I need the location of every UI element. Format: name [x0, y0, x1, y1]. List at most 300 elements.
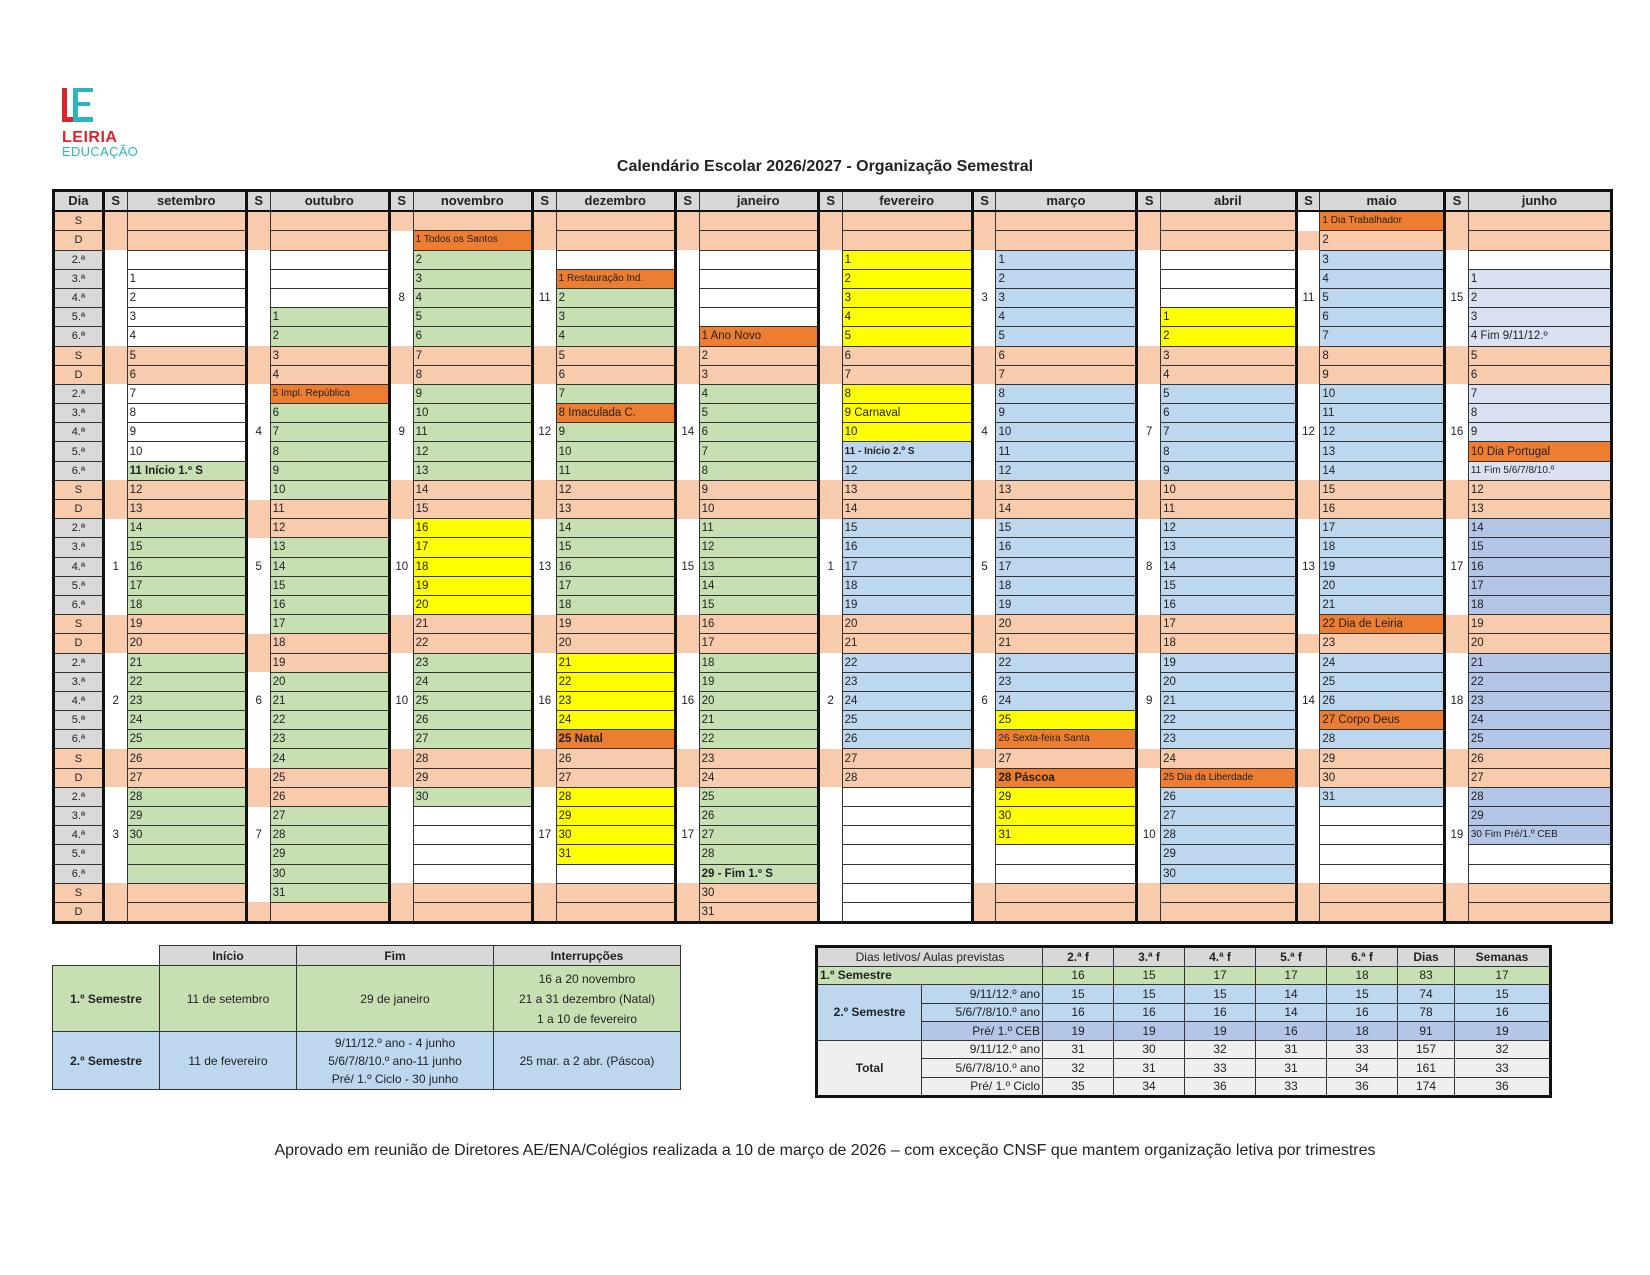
calendar-day-cell — [127, 845, 246, 864]
week-number — [1137, 883, 1161, 902]
header-month: novembro — [413, 191, 532, 212]
week-number — [532, 634, 556, 653]
calendar-day-cell: 16 — [996, 538, 1137, 557]
week-number — [246, 384, 270, 403]
week-number — [972, 480, 996, 499]
week-number — [389, 404, 413, 423]
calendar-day-cell: 25 — [413, 691, 532, 710]
calendar-day-cell — [996, 902, 1137, 922]
week-number — [675, 250, 699, 269]
calendar-day-cell: 11 Início 1.º S — [127, 461, 246, 480]
week-number — [246, 653, 270, 672]
week-number — [972, 538, 996, 557]
week-number — [1296, 845, 1320, 864]
week-number — [1296, 519, 1320, 538]
calendar-day-cell: 12 — [842, 461, 972, 480]
week-number — [389, 845, 413, 864]
calendar-day-cell — [842, 211, 972, 231]
calendar-day-cell — [127, 864, 246, 883]
calendar-day-cell: 18 — [1161, 634, 1296, 653]
week-number — [246, 519, 270, 538]
week-number — [1445, 480, 1469, 499]
calendar-day-cell: 16 — [842, 538, 972, 557]
calendar-day-cell: 24 — [699, 768, 818, 787]
calendar-day-cell: 5 — [1468, 346, 1611, 365]
dias-header: Dias — [1398, 947, 1455, 967]
calendar-day-cell: 29 — [556, 807, 675, 826]
calendar-day-cell: 1 — [1161, 308, 1296, 327]
week-number — [1445, 634, 1469, 653]
week-number — [532, 269, 556, 288]
week-number — [818, 288, 842, 307]
week-number — [246, 807, 270, 826]
dias-value: 14 — [1256, 985, 1327, 1004]
calendar-day-cell: 23 — [413, 653, 532, 672]
week-number — [1137, 615, 1161, 634]
day-label: 2.ª — [54, 653, 104, 672]
calendar-day-cell: 31 — [699, 902, 818, 922]
header-month: fevereiro — [842, 191, 972, 212]
dias-value: 18 — [1327, 1022, 1398, 1041]
calendar-day-cell: 8 Imaculada C. — [556, 404, 675, 423]
day-label: 2.ª — [54, 519, 104, 538]
calendar-day-cell — [413, 845, 532, 864]
week-number — [1296, 211, 1320, 231]
week-number — [675, 211, 699, 231]
week-number — [103, 902, 127, 922]
calendar-day-cell — [1468, 864, 1611, 883]
calendar-day-cell: 26 — [127, 749, 246, 768]
dias-value: 35 — [1043, 1077, 1114, 1097]
dias-value: 19 — [1455, 1022, 1551, 1041]
dias-value: 16 — [1256, 1022, 1327, 1041]
dias-value: 17 — [1256, 966, 1327, 985]
week-number — [1137, 807, 1161, 826]
calendar-day-cell: 12 — [1468, 480, 1611, 499]
calendar-day-cell: 9 — [556, 423, 675, 442]
week-number — [1296, 461, 1320, 480]
week-number — [1137, 768, 1161, 787]
calendar-day-cell — [127, 231, 246, 250]
week-number — [675, 883, 699, 902]
week-number — [818, 384, 842, 403]
calendar-day-cell — [556, 864, 675, 883]
calendar-day-cell: 23 — [127, 691, 246, 710]
week-number — [972, 787, 996, 806]
week-number — [1296, 615, 1320, 634]
week-number: 6 — [972, 691, 996, 710]
calendar-day-cell — [127, 250, 246, 269]
week-number — [1296, 711, 1320, 730]
day-label: 6.ª — [54, 327, 104, 346]
calendar-day-cell: 7 — [996, 365, 1137, 384]
day-label: 6.ª — [54, 730, 104, 749]
calendar-day-cell: 15 — [699, 595, 818, 614]
week-number — [1137, 308, 1161, 327]
week-number — [818, 749, 842, 768]
calendar-day-cell: 16 — [1468, 557, 1611, 576]
calendar-day-cell: 29 — [1320, 749, 1445, 768]
week-number — [389, 211, 413, 231]
calendar-day-cell: 27 — [1468, 768, 1611, 787]
calendar-day-cell — [1320, 845, 1445, 864]
calendar-day-cell: 3 — [699, 365, 818, 384]
day-label: D — [54, 902, 104, 922]
week-number — [1137, 211, 1161, 231]
week-number — [103, 749, 127, 768]
calendar-day-cell: 13 — [556, 500, 675, 519]
calendar-day-cell — [1320, 826, 1445, 845]
calendar-day-cell: 7 — [270, 423, 389, 442]
calendar-day-cell: 5 — [413, 308, 532, 327]
week-number — [818, 634, 842, 653]
calendar-day-cell: 8 — [699, 461, 818, 480]
week-number — [246, 538, 270, 557]
calendar-day-cell: 26 — [842, 730, 972, 749]
calendar-day-cell: 21 — [127, 653, 246, 672]
calendar-day-cell: 6 — [127, 365, 246, 384]
week-number — [818, 576, 842, 595]
week-number — [389, 519, 413, 538]
dias-value: 19 — [1114, 1022, 1185, 1041]
calendar-day-cell: 5 — [1161, 384, 1296, 403]
calendar-day-cell: 25 — [1320, 672, 1445, 691]
calendar-day-cell: 6 — [556, 365, 675, 384]
sem1-interrupcoes — [494, 966, 681, 1032]
week-number — [972, 711, 996, 730]
calendar-day-cell: 20 — [996, 615, 1137, 634]
calendar-day-cell: 13 — [842, 480, 972, 499]
week-number: 7 — [246, 826, 270, 845]
week-number — [532, 864, 556, 883]
week-number — [103, 442, 127, 461]
calendar-day-cell: 27 — [270, 807, 389, 826]
week-number — [103, 269, 127, 288]
calendar-day-cell — [1468, 250, 1611, 269]
dias-value: 16 — [1185, 1003, 1256, 1022]
week-number — [1137, 365, 1161, 384]
calendar-day-cell: 5 — [127, 346, 246, 365]
calendar-day-cell — [413, 902, 532, 922]
dias-value: 74 — [1398, 985, 1455, 1004]
calendar-day-cell: 16 — [699, 615, 818, 634]
week-number: 3 — [972, 288, 996, 307]
calendar-day-cell: 4 — [556, 327, 675, 346]
week-number — [103, 787, 127, 806]
week-number — [972, 730, 996, 749]
dias-row-sub: 9/11/12.º ano — [922, 985, 1043, 1004]
week-number — [246, 327, 270, 346]
header-month: setembro — [127, 191, 246, 212]
week-number — [389, 308, 413, 327]
week-number — [1137, 845, 1161, 864]
calendar-day-cell: 21 — [699, 711, 818, 730]
week-number — [1137, 672, 1161, 691]
calendar-day-cell — [1468, 845, 1611, 864]
week-number — [818, 538, 842, 557]
calendar-day-cell — [413, 807, 532, 826]
calendar-day-cell: 21 — [1161, 691, 1296, 710]
week-number: 2 — [818, 691, 842, 710]
week-number — [818, 250, 842, 269]
calendar-day-cell: 3 — [1468, 308, 1611, 327]
week-number — [1137, 653, 1161, 672]
calendar-day-cell: 8 — [413, 365, 532, 384]
week-number — [1296, 538, 1320, 557]
calendar-day-cell: 18 — [1320, 538, 1445, 557]
week-number: 10 — [389, 557, 413, 576]
week-number — [532, 787, 556, 806]
calendar-day-cell: 3 — [1320, 250, 1445, 269]
calendar-day-cell: 4 — [996, 308, 1137, 327]
week-number: 15 — [675, 557, 699, 576]
week-number — [246, 615, 270, 634]
calendar-day-cell: 30 — [699, 883, 818, 902]
calendar-day-cell: 24 — [556, 711, 675, 730]
dias-value: 16 — [1043, 1003, 1114, 1022]
week-number — [818, 711, 842, 730]
week-number — [103, 365, 127, 384]
week-number — [1445, 883, 1469, 902]
calendar-day-cell: 30 — [413, 787, 532, 806]
calendar-day-cell — [270, 288, 389, 307]
calendar-day-cell: 9 — [1320, 365, 1445, 384]
dias-header: Dias letivos/ Aulas previstas — [817, 947, 1043, 967]
dias-value: 36 — [1327, 1077, 1398, 1097]
calendar-day-cell: 25 — [127, 730, 246, 749]
calendar-day-cell: 4 — [842, 308, 972, 327]
week-number — [103, 250, 127, 269]
week-number — [972, 653, 996, 672]
week-number — [1137, 730, 1161, 749]
calendar-day-cell: 4 Fim 9/11/12.º — [1468, 327, 1611, 346]
week-number — [532, 615, 556, 634]
leiria-educacao-logo — [60, 86, 190, 160]
week-number — [246, 461, 270, 480]
week-number — [1296, 864, 1320, 883]
week-number: 8 — [389, 288, 413, 307]
sem1-int-2: 21 a 31 dezembro (Natal) — [518, 991, 656, 1006]
calendar-day-cell: 6 — [413, 327, 532, 346]
week-number — [1445, 442, 1469, 461]
calendar-day-cell: 10 Dia Portugal — [1468, 442, 1611, 461]
calendar-day-cell: 2 — [699, 346, 818, 365]
week-number — [675, 480, 699, 499]
calendar-day-cell: 19 — [413, 576, 532, 595]
logo-line2: EDUCAÇÃO — [62, 144, 139, 159]
week-number — [246, 211, 270, 231]
week-number — [818, 423, 842, 442]
calendar-day-cell: 21 — [842, 634, 972, 653]
week-number — [246, 787, 270, 806]
week-number — [675, 500, 699, 519]
calendar-day-cell: 28 — [842, 768, 972, 787]
calendar-day-cell: 8 — [842, 384, 972, 403]
week-number — [1296, 902, 1320, 922]
day-label: 3.ª — [54, 538, 104, 557]
dias-value: 18 — [1327, 966, 1398, 985]
calendar-day-cell: 10 — [996, 423, 1137, 442]
week-number — [675, 308, 699, 327]
calendar-day-cell: 25 Natal — [556, 730, 675, 749]
week-number — [246, 768, 270, 787]
calendar-day-cell: 27 — [556, 768, 675, 787]
sem2-label: 2.º Semestre — [53, 1032, 160, 1090]
calendar-day-cell: 29 — [127, 807, 246, 826]
dias-row-sub: 5/6/7/8/10.º ano — [922, 1003, 1043, 1022]
week-number — [532, 807, 556, 826]
calendar-day-cell: 9 — [996, 404, 1137, 423]
dias-value: 32 — [1185, 1040, 1256, 1059]
header-semana: S — [1445, 191, 1469, 212]
calendar-day-cell — [1468, 231, 1611, 250]
sem2-interrupcoes: 25 mar. a 2 abr. (Páscoa) — [494, 1032, 681, 1090]
week-number — [972, 807, 996, 826]
calendar-day-cell: 24 — [1468, 711, 1611, 730]
calendar-day-cell: 14 — [127, 519, 246, 538]
week-number: 7 — [1137, 423, 1161, 442]
week-number — [818, 615, 842, 634]
calendar-day-cell: 26 — [1468, 749, 1611, 768]
dias-header: 3.ª f — [1114, 947, 1185, 967]
calendar-day-cell: 11 - Início 2.º S — [842, 442, 972, 461]
calendar-day-cell: 24 — [413, 672, 532, 691]
calendar-day-cell: 14 — [413, 480, 532, 499]
week-number — [1445, 672, 1469, 691]
dias-value: 17 — [1455, 966, 1551, 985]
week-number — [675, 461, 699, 480]
calendar-day-cell: 13 — [699, 557, 818, 576]
calendar-day-cell: 27 — [996, 749, 1137, 768]
week-number — [1137, 902, 1161, 922]
calendar-day-cell: 23 — [842, 672, 972, 691]
week-number — [1296, 308, 1320, 327]
sem2-fim-3: Pré/ 1.º Ciclo - 30 junho — [331, 1071, 459, 1086]
week-number — [675, 864, 699, 883]
calendar-day-cell: 27 Corpo Deus — [1320, 711, 1445, 730]
week-number — [103, 653, 127, 672]
calendar-day-cell: 30 — [556, 826, 675, 845]
week-number — [675, 346, 699, 365]
dias-value: 83 — [1398, 966, 1455, 985]
dias-value: 16 — [1327, 1003, 1398, 1022]
week-number — [246, 404, 270, 423]
calendar-day-cell — [1161, 250, 1296, 269]
calendar-day-cell: 5 — [842, 327, 972, 346]
calendar-day-cell: 17 — [1161, 615, 1296, 634]
semester-table — [52, 945, 681, 1090]
week-number — [972, 902, 996, 922]
week-number — [1137, 288, 1161, 307]
page-title: Calendário Escolar 2026/2027 - Organização Semestral — [616, 158, 1034, 175]
day-label: 2.ª — [54, 250, 104, 269]
week-number — [818, 902, 842, 922]
week-number — [972, 346, 996, 365]
calendar-day-cell: 28 — [270, 826, 389, 845]
week-number — [103, 595, 127, 614]
calendar-day-cell: 8 — [996, 384, 1137, 403]
week-number — [532, 365, 556, 384]
week-number — [1296, 634, 1320, 653]
week-number — [532, 308, 556, 327]
week-number: 6 — [246, 691, 270, 710]
header-semana: S — [1137, 191, 1161, 212]
week-number — [1445, 308, 1469, 327]
week-number — [1296, 346, 1320, 365]
week-number — [103, 845, 127, 864]
week-number — [246, 346, 270, 365]
week-number: 16 — [532, 691, 556, 710]
calendar-day-cell: 24 — [127, 711, 246, 730]
week-number — [389, 346, 413, 365]
week-number — [246, 711, 270, 730]
day-label: 4.ª — [54, 557, 104, 576]
calendar-day-cell: 25 — [996, 711, 1137, 730]
calendar-day-cell: 27 — [1161, 807, 1296, 826]
calendar-day-cell: 6 — [842, 346, 972, 365]
header-semana: S — [246, 191, 270, 212]
week-number — [675, 538, 699, 557]
week-number: 13 — [1296, 557, 1320, 576]
week-number — [389, 250, 413, 269]
week-number — [103, 500, 127, 519]
week-number — [532, 711, 556, 730]
week-number: 8 — [1137, 557, 1161, 576]
sem2-fim-1: 9/11/12.º ano - 4 junho — [334, 1035, 456, 1050]
week-number — [1445, 768, 1469, 787]
calendar-day-cell: 20 — [1161, 672, 1296, 691]
week-number — [1296, 327, 1320, 346]
week-number — [532, 327, 556, 346]
calendar-day-cell: 1 Ano Novo — [699, 327, 818, 346]
calendar-day-cell — [1320, 902, 1445, 922]
calendar-day-cell: 22 — [413, 634, 532, 653]
week-number — [1445, 902, 1469, 922]
calendar-day-cell: 27 — [413, 730, 532, 749]
calendar-day-cell — [996, 211, 1137, 231]
week-number — [1445, 864, 1469, 883]
week-number — [389, 672, 413, 691]
calendar-day-cell — [996, 883, 1137, 902]
week-number — [1137, 538, 1161, 557]
week-number — [675, 845, 699, 864]
calendar-day-cell — [1161, 902, 1296, 922]
calendar-day-cell: 17 — [1468, 576, 1611, 595]
week-number — [818, 500, 842, 519]
dias-value: 161 — [1398, 1059, 1455, 1078]
sem2-fim — [297, 1032, 494, 1090]
calendar-day-cell: 14 — [1161, 557, 1296, 576]
calendar-day-cell: 8 — [127, 404, 246, 423]
calendar-day-cell: 8 — [1161, 442, 1296, 461]
calendar-day-cell — [996, 845, 1137, 864]
calendar-day-cell: 2 — [1161, 327, 1296, 346]
week-number — [1296, 384, 1320, 403]
week-number — [103, 346, 127, 365]
header-month: abril — [1161, 191, 1296, 212]
calendar-day-cell: 6 — [1161, 404, 1296, 423]
calendar-day-cell: 12 — [1161, 519, 1296, 538]
header-semana: S — [972, 191, 996, 212]
week-number — [1445, 250, 1469, 269]
week-number — [972, 308, 996, 327]
sem1-inicio: 11 de setembro — [160, 966, 297, 1032]
week-number — [1445, 787, 1469, 806]
week-number — [1137, 749, 1161, 768]
calendar-day-cell: 7 — [127, 384, 246, 403]
calendar-day-cell: 8 — [1468, 404, 1611, 423]
dias-value: 15 — [1114, 985, 1185, 1004]
